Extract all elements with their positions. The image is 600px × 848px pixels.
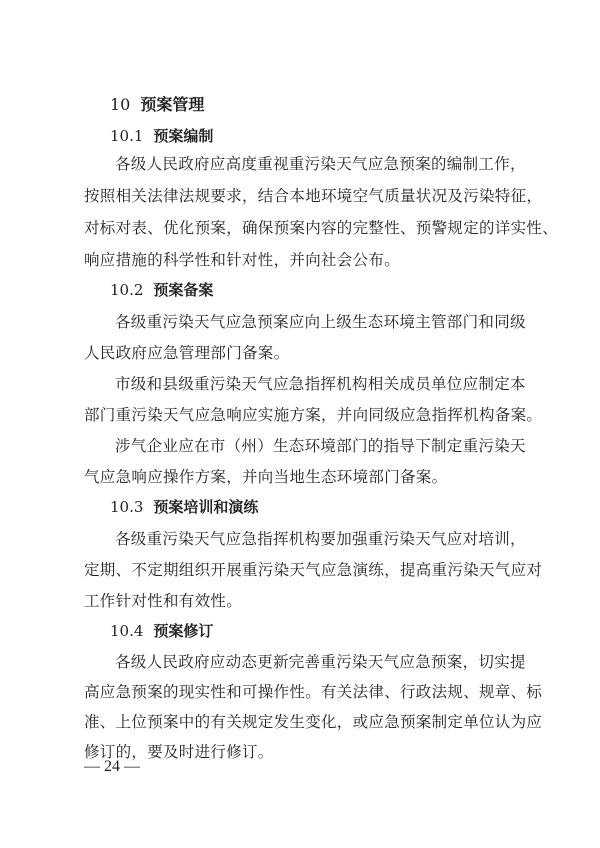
section-title: 预案编制 [153, 127, 214, 145]
paragraph-line: 对标对表、优化预案，确保预案内容的完整性、预警规定的详实性、 [84, 219, 559, 237]
section-title: 预案培训和演练 [153, 498, 259, 516]
section-number: 10.1 [110, 127, 144, 145]
section-heading-10-1 [110, 125, 213, 146]
paragraph-line: 按照相关法律法规要求，结合本地环境空气质量状况及污染特征， [84, 187, 543, 205]
section-heading-10-3 [110, 496, 258, 517]
section-heading-10-4 [110, 620, 213, 641]
chapter-title: 预案管理 [140, 95, 205, 114]
paragraph-line: 工作针对性和有效性。 [84, 592, 243, 610]
paragraph-line: 高应急预案的现实性和可操作性。有关法律、行政法规、规章、标 [84, 683, 543, 701]
paragraph-line: 各级人民政府应动态更新完善重污染天气应急预案，切实提 [115, 653, 526, 671]
paragraph-line: 市级和县级重污染天气应急指挥机构相关成员单位应制定本 [115, 375, 526, 393]
section-number: 10.3 [110, 498, 144, 516]
paragraph-line: 修订的，要及时进行修订。 [84, 743, 274, 761]
paragraph-line: 准、上位预案中的有关规定发生变化，或应急预案制定单位认为应 [84, 713, 543, 731]
paragraph-line: 各级重污染天气应急预案应向上级生态环境主管部门和同级 [115, 313, 526, 331]
chapter-number: 10 [110, 95, 131, 114]
section-number: 10.2 [110, 281, 144, 299]
section-title: 预案修订 [153, 622, 214, 640]
paragraph-line: 涉气企业应在市（州）生态环境部门的指导下制定重污染天 [115, 437, 526, 455]
page-number: — 24 — [84, 758, 140, 775]
paragraph-line: 气应急响应操作方案，并向当地生态环境部门备案。 [84, 468, 448, 486]
paragraph-line: 部门重污染天气应急响应实施方案，并向同级应急指挥机构备案。 [84, 406, 543, 424]
paragraph-line: 人民政府应急管理部门备案。 [84, 344, 290, 362]
section-heading-10-2 [110, 279, 213, 300]
paragraph-line: 响应措施的科学性和针对性，并向社会公布。 [84, 251, 401, 269]
section-number: 10.4 [110, 622, 144, 640]
paragraph-line: 各级人民政府应高度重视重污染天气应急预案的编制工作， [115, 155, 526, 173]
chapter-heading [110, 92, 204, 115]
section-title: 预案备案 [153, 281, 214, 299]
paragraph-line: 各级重污染天气应急指挥机构要加强重污染天气应对培训， [115, 530, 526, 548]
paragraph-line: 定期、不定期组织开展重污染天气应急演练，提高重污染天气应对 [84, 561, 543, 579]
